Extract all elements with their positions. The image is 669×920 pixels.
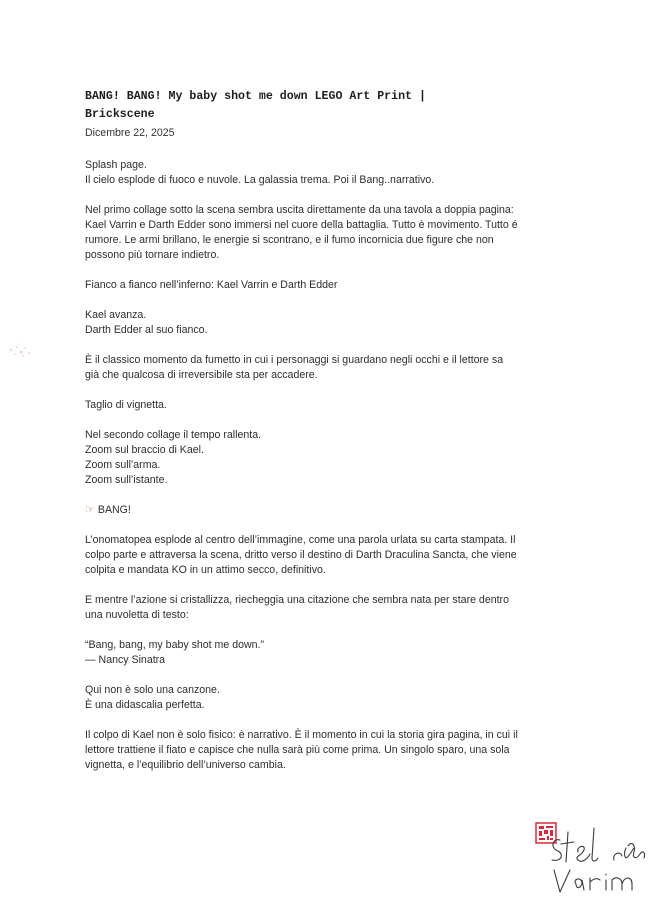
paragraph-line: Fianco a fianco nell’inferno: Kael Varrin e Darth Edder — [85, 279, 338, 291]
paragraph-line: Darth Edder al suo fianco. — [85, 324, 208, 336]
paragraph-line: È il classico momento da fumetto in cui i personaggi si guardano negli occhi e il lettore sa — [85, 354, 504, 366]
paragraph-line: Zoom sull’istante. — [85, 474, 168, 486]
paragraph-line: L’onomatopea esplode al centro dell’immagine, come una parola urlata su carta stampata. Il — [85, 534, 516, 546]
paragraph-line: colpita e mandata KO in un attimo secco, definitivo. — [85, 564, 326, 576]
article-date: Dicembre 22, 2025 — [85, 127, 175, 139]
paragraph-line: BANG! — [97, 504, 131, 516]
paragraph — [85, 308, 565, 338]
paragraph — [85, 728, 565, 773]
paragraph-line: lettore trattiene il fiato e capisce che nulla sarà più come prima. Un singolo sparo, una sola — [85, 744, 510, 756]
paragraph — [85, 533, 565, 578]
paragraph-line: Splash page. — [85, 159, 147, 171]
paragraph — [85, 503, 565, 518]
paragraph-line: Zoom sul braccio di Kael. — [85, 444, 204, 456]
paragraph-line: già che qualcosa di irreversibile sta per accadere. — [85, 369, 318, 381]
paragraph — [85, 428, 565, 488]
paragraph — [85, 203, 565, 263]
handwritten-signature — [542, 818, 652, 898]
paragraph — [85, 398, 565, 413]
paragraph-line: Qui non è solo una canzone. — [85, 684, 220, 696]
paragraph-line: Nel primo collage sotto la scena sembra uscita direttamente da una tavola a doppia pagina: — [85, 204, 514, 216]
paragraph-line: Il cielo esplode di fuoco e nuvole. La galassia trema. Poi il Bang..narrativo. — [85, 174, 435, 186]
paragraph — [85, 683, 565, 713]
article-body — [85, 158, 565, 773]
pointing-hand-icon: ☞ — [85, 504, 95, 516]
paragraph-line: E mentre l’azione si cristallizza, riecheggia una citazione che sembra nata per stare dentro — [85, 594, 509, 606]
paragraph-line: Nel secondo collage il tempo rallenta. — [85, 429, 262, 441]
paragraph-line: possono più tornare indietro. — [85, 249, 220, 261]
paragraph-line: rumore. Le armi brillano, le energie si scontrano, e il fumo incornicia due figure che non — [85, 234, 494, 246]
paragraph-line: È una didascalia perfetta. — [85, 699, 205, 711]
ink-smudge — [3, 338, 39, 362]
paragraph — [85, 278, 565, 293]
title-line-2: Brickscene — [85, 108, 155, 121]
paragraph-line: Zoom sull’arma. — [85, 459, 161, 471]
paragraph-line: “Bang, bang, my baby shot me down.” — [85, 639, 265, 651]
article-title — [85, 88, 565, 124]
paragraph — [85, 158, 565, 188]
paragraph-line: — Nancy Sinatra — [85, 654, 166, 666]
paragraph-line: Kael avanza. — [85, 309, 147, 321]
paragraph-line: una nuvoletta di testo: — [85, 609, 189, 621]
title-line-1: BANG! BANG! My baby shot me down LEGO Art Print | — [85, 90, 426, 103]
document-page — [85, 88, 565, 773]
paragraph-line: Il colpo di Kael non è solo fisico: è narrativo. È il momento in cui la storia gira pagina, in cui il — [85, 729, 518, 741]
paragraph — [85, 353, 565, 383]
paragraph-line: colpo parte e attraversa la scena, dritto verso il destino di Darth Draculina Sancta, che viene — [85, 549, 517, 561]
paragraph-line: Kael Varrin e Darth Edder sono immersi nel cuore della battaglia. Tutto è movimento. Tutto é — [85, 219, 518, 231]
paragraph — [85, 593, 565, 623]
paragraph-line: vignetta, e l’equilibrio dell’universo cambia. — [85, 759, 286, 771]
paragraph-line: Taglio di vignetta. — [85, 399, 167, 411]
paragraph — [85, 638, 565, 668]
